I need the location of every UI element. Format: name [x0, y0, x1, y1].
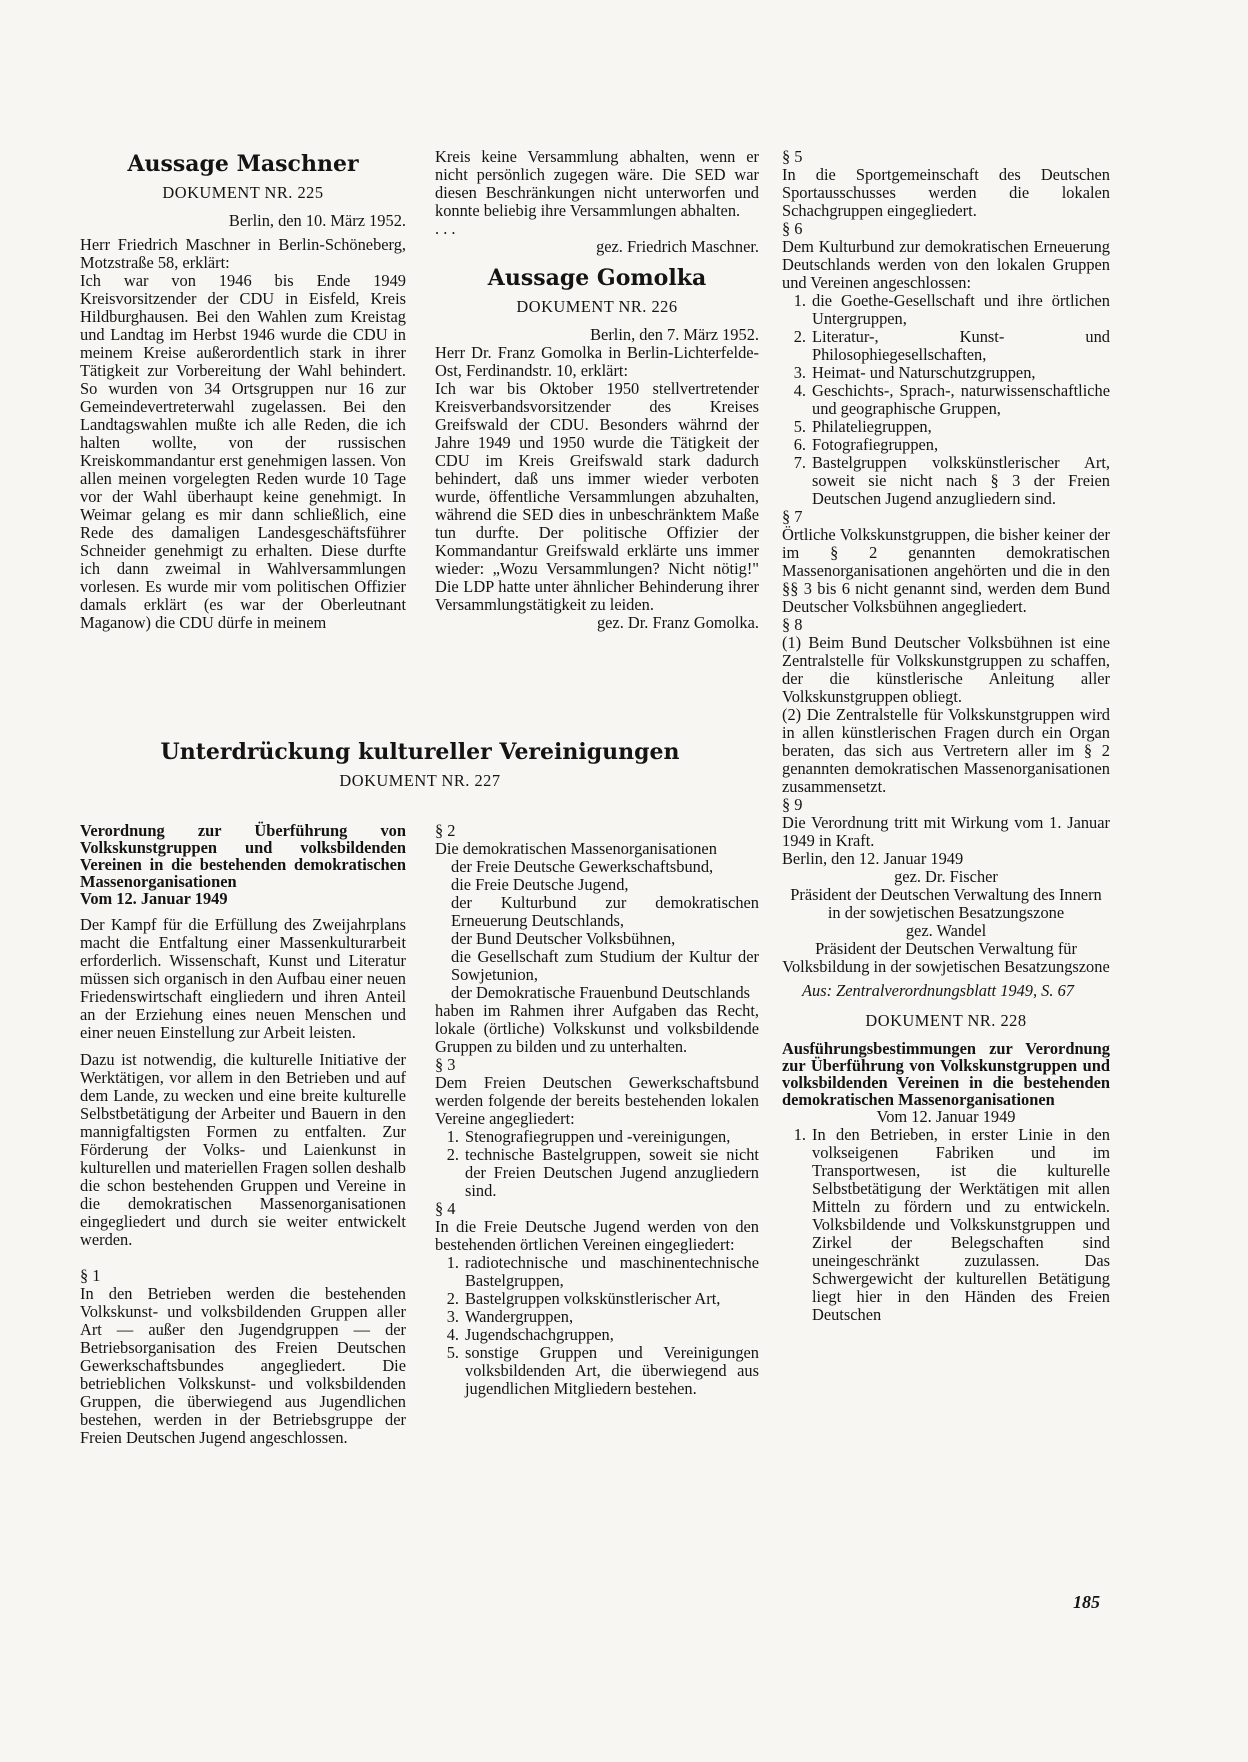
list-item: 1. In den Betrieben, in erster Linie in den volkseigenen Fabriken und im Transportwesen, ist die kulturelle Selbstbetätigung der Werktätigen mit allen Mitteln zu fördern und zu entwickeln. Volksbildende und Volkskunstgruppen und Zirkel der Belegschaften sind uneingeschränkt zuzulassen. Das Schwergewicht der kulturellen Betätigung liegt hier in den Händen des Freien Deutschen: [793, 1125, 1110, 1324]
column-1-top: [80, 150, 406, 632]
paragraph-continuation-225: Kreis keine Versammlung abhalten, wenn er nicht persönlich zugegen wäre. Die SED war diesen Beschränkungen nicht unterworfen und konnte beliebig ihre Versammlungen abhalten.: [435, 147, 759, 220]
list-item: 7. Bastelgruppen volkskünstlerischer Art, soweit sie nicht nach § 3 der Freien Deutschen Jugend anzugliedern sind.: [793, 453, 1110, 508]
list-item: 4. Geschichts-, Sprach-, naturwissenschaftliche und geographische Gruppen,: [793, 381, 1110, 418]
column-2-bottom: [435, 822, 759, 1398]
section-sign-1: § 1: [80, 1266, 101, 1285]
section-3-intro: Dem Freien Deutschen Gewerkschaftsbund werden folgende der bereits bestehenden lokalen Vereine angegliedert:: [435, 1073, 759, 1128]
section-6-intro: Dem Kulturbund zur demokratischen Erneuerung Deutschlands werden von den lokalen Gruppen und Vereinen angeschlossen:: [782, 237, 1110, 292]
section-8-part-1: (1) Beim Bund Deutscher Volksbühnen ist eine Zentralstelle für Volkskunstgruppen zu schaffen, der die künstlerische Anleitung aller Volkskunstgruppen obliegt.: [782, 633, 1110, 706]
org-item: die Gesellschaft zum Studium der Kultur der Sowjetunion,: [451, 947, 759, 984]
list-item: 3. Wandergruppen,: [446, 1307, 574, 1326]
list-item: 5. sonstige Gruppen und Vereinigungen volksbildenden Art, die überwiegend aus jugendlichen Mitgliedern bestehen.: [446, 1343, 759, 1398]
section-sign-6: § 6: [782, 219, 803, 238]
signature-line: gez. Wandel: [905, 921, 987, 940]
list-item: 3. Heimat- und Naturschutzgruppen,: [793, 363, 1036, 382]
signature-gomolka: gez. Dr. Franz Gomolka.: [596, 613, 759, 632]
signature-line: Präsident der Deutschen Verwaltung für Volksbildung in der sowjetischen Besatzungszone: [782, 939, 1110, 976]
section-header: [80, 738, 760, 800]
section-7-text: Örtliche Volkskunstgruppen, die bisher keiner der im § 2 genannten demokratischen Massenorganisationen angehörten und die in den §§ 3 bis 6 nicht genannt sind, werden dem Bund Deutscher Volksbühnen angegliedert.: [782, 525, 1110, 616]
heading-aussage-maschner: Aussage Maschner: [127, 151, 359, 177]
section-2-intro: Die demokratischen Massenorganisationen: [435, 839, 717, 858]
column-3: [782, 148, 1110, 1324]
signature-maschner: gez. Friedrich Maschner.: [596, 237, 759, 256]
place-date: Berlin, den 12. Januar 1949: [782, 849, 964, 868]
paragraph-intro-225: Herr Friedrich Maschner in Berlin-Schöneberg, Motzstraße 58, erklärt:: [80, 235, 406, 272]
section-sign-3: § 3: [435, 1055, 456, 1074]
paragraph-body-226: Ich war bis Oktober 1950 stellvertretender Kreisverbandsvorsitzender des Kreises Greifswald der CDU. Besonders währnd der Jahre 1949 und 1950 wurde die Tätigkeit der CDU im Kreis Greifswald stark dadurch behindert, daß uns immer wieder verboten wurde, öffentliche Versammlungen abzuhalten, während die SED dies in unbeschränktem Maße tun durfte. Der politische Offizier der Kommandantur Greifswald erklärte uns immer wieder: „Wozu Versammlungen? Nicht nötig!" Die LDP hatte unter ähnlicher Behinderung ihrer Versammlungstätigkeit zu leiden.: [435, 379, 759, 614]
paragraph-body-225: Ich war von 1946 bis Ende 1949 Kreisvorsitzender der CDU in Eisfeld, Kreis Hildburghausen. Bei den Wahlen zum Kreistag und Landtag im Herbst 1946 wurde die CDU in meinem Kreise außerordentlich stark in ihrer Tätigkeit zur Vorbereitung der Wahl behindert. So wurden von 34 Ortsgruppen nur 16 zur Gemeindevertreterwahl zugelassen. Bei den Landtagswahlen mußte ich alle Reden, die ich halten wollte, von der russischen Kreiskommandantur erst genehmigen lassen. Von allen meinen vorgelegten Reden wurde 10 Tage vor der Wahl überhaupt keine genehmigt. In Weimar gelang es mir dann schließlich, eine Rede des damaligen Landesgeschäftsführer Schneider genehmigt zu erhalten. Diese durfte ich dann zweimal in Wahlversammlungen vorlesen. Es wurde mir vom politischen Offizier damals erklärt (es war der Oberleutnant Maganow) die CDU dürfe in meinem: [80, 271, 406, 632]
org-item: der Demokratische Frauenbund Deutschlands: [451, 983, 751, 1002]
document-number-225: DOKUMENT NR. 225: [162, 183, 324, 202]
preamble-paragraph-2: Dazu ist notwendig, die kulturelle Initiative der Werktätigen, vor allem in den Betrieben und auf dem Lande, zu wecken und eine breite kulturelle Selbstbetätigung der Arbeiter und Bauern in den mannigfaltigsten Formen zu entfalten. Zur Förderung der Volks- und Laienkunst in kulturellen und materiellen Fragen sollen deshalb die schon bestehenden Gruppen und Vereine in die demokratischen Massenorganisationen eingegliedert und durch sie weiter entwickelt werden.: [80, 1050, 406, 1249]
source-citation: Aus: Zentralverordnungsblatt 1949, S. 67: [802, 981, 1074, 1000]
list-item: 5. Philateliegruppen,: [793, 417, 932, 436]
ellipsis: . . .: [435, 219, 456, 238]
date-226: Berlin, den 7. März 1952.: [590, 325, 759, 344]
list-item: 2. Literatur-, Kunst- und Philosophiegesellschaften,: [793, 327, 1110, 364]
org-item: die Freie Deutsche Jugend,: [451, 875, 629, 894]
list-item: 1. Stenografiegruppen und -vereinigungen,: [446, 1127, 731, 1146]
list-item: 6. Fotografiegruppen,: [793, 435, 939, 454]
title-228: Ausführungsbestimmungen zur Verordnung zur Überführung von Volkskunstgruppen und volksbildenden Vereinen in die bestehenden demokratischen Massenorganisationen: [782, 1039, 1110, 1109]
date-225: Berlin, den 10. März 1952.: [228, 211, 406, 230]
section-sign-9: § 9: [782, 795, 803, 814]
list-item: 1. die Goethe-Gesellschaft und ihre örtlichen Untergruppen,: [793, 291, 1110, 328]
column-1-bottom: [80, 822, 406, 1447]
org-item: der Kulturbund zur demokratischen Erneuerung Deutschlands,: [451, 893, 759, 930]
section-sign-7: § 7: [782, 507, 803, 526]
list-item: 1. radiotechnische und maschinentechnische Bastelgruppen,: [446, 1253, 759, 1290]
document-number-226: DOKUMENT NR. 226: [516, 297, 678, 316]
column-2-top: [435, 148, 759, 632]
decree-date-227: Vom 12. Januar 1949: [80, 889, 228, 908]
section-1-text: In den Betrieben werden die bestehenden Volkskunst- und volksbildenden Gruppen aller Art — außer den Jugendgruppen — der Betriebsorganisation des Freien Deutschen Gewerkschaftsbundes angegliedert. Die betrieblichen Volkskunst- und volksbildenden Gruppen, die überwiegend aus Jugendlichen bestehen, werden in der Betriebsgruppe der Freien Deutschen Jugend angeschlossen.: [80, 1284, 406, 1447]
heading-aussage-gomolka: Aussage Gomolka: [487, 265, 707, 291]
document-number-227: DOKUMENT NR. 227: [339, 771, 501, 790]
decree-title-227: Verordnung zur Überführung von Volkskunstgruppen und volksbildenden Vereinen in die bestehenden demokratischen Massenorganisationen: [80, 821, 406, 891]
document-number-228: DOKUMENT NR. 228: [865, 1011, 1027, 1030]
section-8-part-2: (2) Die Zentralstelle für Volkskunstgruppen wird in allen künstlerischen Fragen durch ein Organ beraten, das sich aus Vertretern aller im § 2 genannten demokratischen Massenorganisationen zusammensetzt.: [782, 705, 1110, 796]
paragraph-intro-226: Herr Dr. Franz Gomolka in Berlin-Lichterfelde-Ost, Ferdinandstr. 10, erklärt:: [435, 343, 759, 380]
section-5-text: In die Sportgemeinschaft des Deutschen Sportausschusses werden die lokalen Schachgruppen eingegliedert.: [782, 165, 1110, 220]
preamble-paragraph-1: Der Kampf für die Erfüllung des Zweijahrplans macht die Entfaltung einer Massenkulturarbeit erforderlich. Wissenschaft, Kunst und Literatur müssen sich organisch in den Aufbau einer neuen Friedenswirtschaft eingliedern und ihren Anteil an der Erziehung eines neuen Menschen und einer neuen Einstellung zur Arbeit leisten.: [80, 915, 406, 1042]
section-sign-4: § 4: [435, 1199, 456, 1218]
section-sign-2: § 2: [435, 821, 456, 840]
date-228: Vom 12. Januar 1949: [876, 1107, 1016, 1126]
org-item: der Freie Deutsche Gewerkschaftsbund,: [451, 857, 714, 876]
list-item: 2. Bastelgruppen volkskünstlerischer Art,: [446, 1289, 721, 1308]
org-item: der Bund Deutscher Volksbühnen,: [451, 929, 676, 948]
section-sign-5: § 5: [782, 147, 803, 166]
section-9-text: Die Verordnung tritt mit Wirkung vom 1. Januar 1949 in Kraft.: [782, 813, 1110, 850]
list-item: 2. technische Bastelgruppen, soweit sie nicht der Freien Deutschen Jugend anzugliedern sind.: [446, 1145, 759, 1200]
page-number: 185: [1073, 1592, 1100, 1612]
signature-line: gez. Dr. Fischer: [894, 867, 998, 886]
list-item: 4. Jugendschachgruppen,: [446, 1325, 614, 1344]
signature-line: Präsident der Deutschen Verwaltung des Innern in der sowjetischen Besatzungszone: [790, 885, 1102, 922]
section-sign-8: § 8: [782, 615, 803, 634]
section-4-intro: In die Freie Deutsche Jugend werden von den bestehenden örtlichen Vereinen eingegliedert:: [435, 1217, 759, 1254]
section-2-end: haben im Rahmen ihrer Aufgaben das Recht, lokale (örtliche) Volkskunst und volksbildende Gruppen zu bilden und zu unterhalten.: [435, 1001, 759, 1056]
heading-unterdrueckung: Unterdrückung kultureller Vereinigungen: [160, 739, 680, 765]
